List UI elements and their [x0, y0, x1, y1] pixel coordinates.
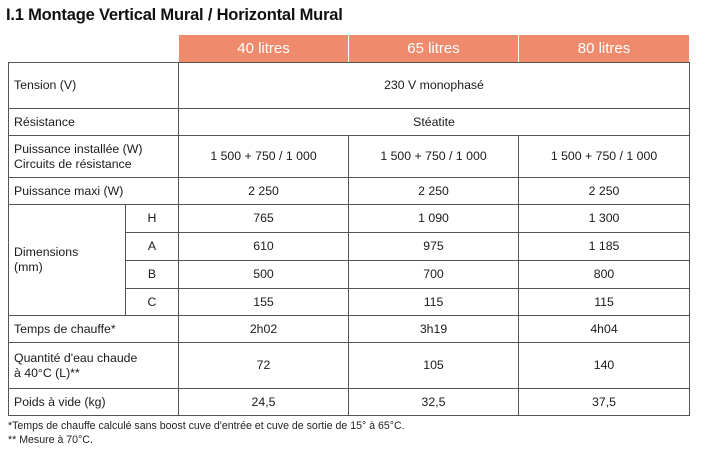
dimension-key-b: B [126, 261, 179, 289]
column-header-40l: 40 litres [179, 35, 349, 63]
dimension-h-80l: 1 300 [519, 205, 690, 233]
table-row-tension [9, 63, 690, 109]
poids-40l: 24,5 [179, 389, 349, 416]
puissance-maxi-80l: 2 250 [519, 178, 690, 205]
quantite-65l: 105 [349, 343, 519, 389]
table-row-puissance-maxi [9, 178, 690, 205]
specifications-table [8, 34, 690, 416]
row-label-poids: Poids à vide (kg) [9, 389, 179, 416]
dimension-key-c: C [126, 289, 179, 316]
puissance-40l: 1 500 + 750 / 1 000 [179, 136, 349, 178]
table-row-resistance [9, 109, 690, 136]
resistance-value: Stéatite [179, 109, 690, 136]
dimension-key-a: A [126, 233, 179, 261]
row-label-quantite [9, 343, 179, 389]
table-row-poids [9, 389, 690, 416]
temps-80l: 4h04 [519, 316, 690, 343]
puissance-80l: 1 500 + 750 / 1 000 [519, 136, 690, 178]
footnotes [8, 419, 405, 447]
section-title: I.1 Montage Vertical Mural / Horizontal Mural [6, 6, 343, 24]
row-label-puissance [9, 136, 179, 178]
table-row-quantite [9, 343, 690, 389]
quantite-80l: 140 [519, 343, 690, 389]
row-label-puissance-line2: Circuits de résistance [14, 156, 132, 171]
row-label-dimensions [9, 205, 126, 316]
table-row-dimension-h [9, 205, 690, 233]
row-label-puissance-line1: Puissance installée (W) [14, 141, 143, 156]
row-label-quantite-line2: à 40°C (L)** [14, 365, 80, 380]
tension-value: 230 V monophasé [179, 63, 690, 109]
column-header-65l: 65 litres [349, 35, 519, 63]
quantite-40l: 72 [179, 343, 349, 389]
dimension-a-80l: 1 185 [519, 233, 690, 261]
dimension-c-40l: 155 [179, 289, 349, 316]
poids-65l: 32,5 [349, 389, 519, 416]
dimension-key-h: H [126, 205, 179, 233]
dimension-b-40l: 500 [179, 261, 349, 289]
temps-65l: 3h19 [349, 316, 519, 343]
row-label-resistance: Résistance [9, 109, 179, 136]
footnote-heating-time: *Temps de chauffe calculé sans boost cuve d'entrée et cuve de sortie de 15° à 65°C. [8, 420, 405, 432]
header-empty-cell [9, 35, 179, 63]
dimension-a-65l: 975 [349, 233, 519, 261]
table-row-puissance [9, 136, 690, 178]
row-label-tension: Tension (V) [9, 63, 179, 109]
puissance-maxi-65l: 2 250 [349, 178, 519, 205]
row-label-puissance-maxi: Puissance maxi (W) [9, 178, 179, 205]
footnote-measure: ** Mesure à 70°C. [8, 434, 93, 446]
dimension-b-80l: 800 [519, 261, 690, 289]
row-label-quantite-line1: Quantité d'eau chaude [14, 350, 138, 365]
row-label-dimensions-line2: (mm) [14, 260, 43, 274]
dimension-b-65l: 700 [349, 261, 519, 289]
puissance-65l: 1 500 + 750 / 1 000 [349, 136, 519, 178]
dimension-h-65l: 1 090 [349, 205, 519, 233]
row-label-dimensions-line1: Dimensions [14, 245, 79, 259]
header-row [9, 35, 690, 63]
table-row-temps [9, 316, 690, 343]
temps-40l: 2h02 [179, 316, 349, 343]
poids-80l: 37,5 [519, 389, 690, 416]
dimension-h-40l: 765 [179, 205, 349, 233]
row-label-temps: Temps de chauffe* [9, 316, 179, 343]
column-header-80l: 80 litres [519, 35, 690, 63]
puissance-maxi-40l: 2 250 [179, 178, 349, 205]
dimension-a-40l: 610 [179, 233, 349, 261]
dimension-c-80l: 115 [519, 289, 690, 316]
dimension-c-65l: 115 [349, 289, 519, 316]
